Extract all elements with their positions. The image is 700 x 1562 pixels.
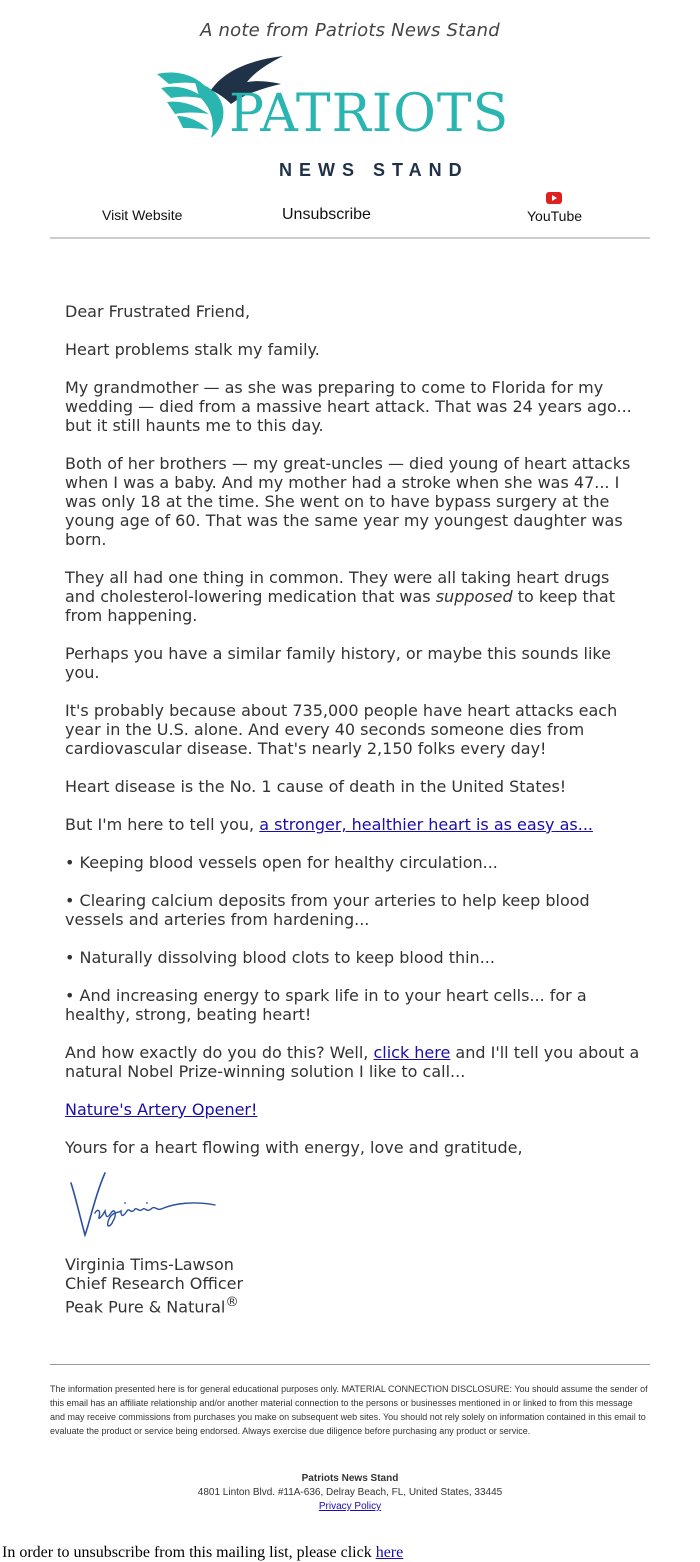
registered-mark: ® — [225, 1295, 239, 1310]
unsubscribe-here-link[interactable]: here — [375, 1544, 404, 1561]
patriots-news-stand-logo[interactable] — [155, 52, 550, 182]
letter-paragraph: My grandmother — as she was preparing to come to Florida for my wedding — died from a massive heart attack. That was 24 years ago... but it still haunts me to this day. — [65, 378, 632, 435]
text-span: to keep that from happening. — [65, 587, 615, 625]
letter-paragraph: Heart problems stalk my family. — [65, 340, 320, 359]
letter-paragraph — [65, 1043, 640, 1081]
signer-title: Chief Research Officer — [65, 1274, 244, 1293]
text-span: and I'll tell you about a natural Nobel Prize-winning solution I like to call... — [65, 1043, 640, 1081]
emphasis-text: supposed — [435, 587, 513, 606]
signer-name: Virginia Tims-Lawson — [65, 1255, 234, 1274]
footer-company: Patriots News Stand — [301, 1473, 399, 1484]
bullet-item: • Keeping blood vessels open for healthy circulation... — [65, 853, 498, 872]
letter-paragraph: Both of her brothers — my great-uncles — died young of heart attacks when I was a baby. And my mother had a stroke when she was 47... I was only 18 at the time. She went on to have bypass surgery at the young age of 60. That was the same year my youngest daughter was born. — [65, 454, 631, 549]
privacy-policy-link[interactable]: Privacy Policy — [318, 1501, 382, 1512]
text-span: And how exactly do you do this? Well, — [65, 1043, 374, 1062]
click-here-link[interactable]: click here — [373, 1043, 451, 1062]
signer-company — [65, 1293, 640, 1316]
letter-paragraph: Perhaps you have a similar family history, or maybe this sounds like you. — [65, 644, 611, 682]
letter-greeting: Dear Frustrated Friend, — [65, 302, 251, 321]
letter-closing: Yours for a heart flowing with energy, love and gratitude, — [65, 1138, 523, 1157]
bullet-item: • Naturally dissolving blood clots to keep blood thin... — [65, 948, 495, 967]
letter-paragraph: Heart disease is the No. 1 cause of death in the United States! — [65, 777, 567, 796]
letter-paragraph — [65, 568, 640, 625]
header-tagline: A note from Patriots News Stand — [200, 20, 500, 41]
signature-block — [65, 1255, 640, 1316]
visit-website-link[interactable]: Visit Website — [102, 207, 183, 223]
footer-address: 4801 Linton Blvd. #11A-636, Delray Beach, FL, United States, 33445 — [197, 1487, 503, 1498]
text-span: They all had one thing in common. They were all taking heart drugs and cholesterol-lowering medication that was — [65, 568, 610, 606]
bullet-item: • And increasing energy to spark life in to your heart cells... for a healthy, strong, beating heart! — [65, 986, 587, 1024]
letter-body — [65, 302, 640, 1316]
letter-paragraph — [65, 1100, 640, 1119]
top-navigation — [50, 192, 650, 239]
logo-brand-subtitle: NEWS STAND — [279, 160, 469, 180]
footer-divider — [50, 1364, 650, 1365]
text-span: But I'm here to tell you, — [65, 815, 260, 834]
youtube-icon[interactable] — [546, 192, 562, 204]
natures-artery-opener-link[interactable]: Nature's Artery Opener! — [65, 1100, 258, 1119]
unsubscribe-link[interactable]: Unsubscribe — [282, 206, 371, 223]
letter-paragraph — [65, 815, 640, 834]
unsubscribe-notice — [2, 1544, 403, 1562]
unsubscribe-text: In order to unsubscribe from this mailing list, please click — [2, 1544, 376, 1561]
bullet-item: • Clearing calcium deposits from your arteries to help keep blood vessels and arteries from hardening... — [65, 891, 590, 929]
footer — [0, 1472, 700, 1514]
logo-brand-name: PATRIOTS — [229, 84, 510, 144]
stronger-heart-link[interactable]: a stronger, healthier heart is as easy as... — [259, 815, 593, 834]
handwritten-signature — [65, 1165, 225, 1255]
youtube-link[interactable]: YouTube — [527, 208, 583, 224]
disclaimer-text: The information presented here is for general educational purposes only. MATERIAL CONNECTION DISCLOSURE: You should assume the sender of this email has an affiliate relationship and/or another material connection to the persons or businesses mentioned in or linked to from this message and may receive commissions from purchases you make on subsequent web sites. You should not rely solely on information contained in this email to evaluate the product or service being endorsed. Always exercise due diligence before purchasing any product or service. — [50, 1384, 648, 1436]
letter-paragraph: It's probably because about 735,000 people have heart attacks each year in the U.S. alone. And every 40 seconds someone dies from cardiovascular disease. That's nearly 2,150 folks every day! — [65, 701, 618, 758]
company-name: Peak Pure & Natural — [65, 1297, 226, 1317]
